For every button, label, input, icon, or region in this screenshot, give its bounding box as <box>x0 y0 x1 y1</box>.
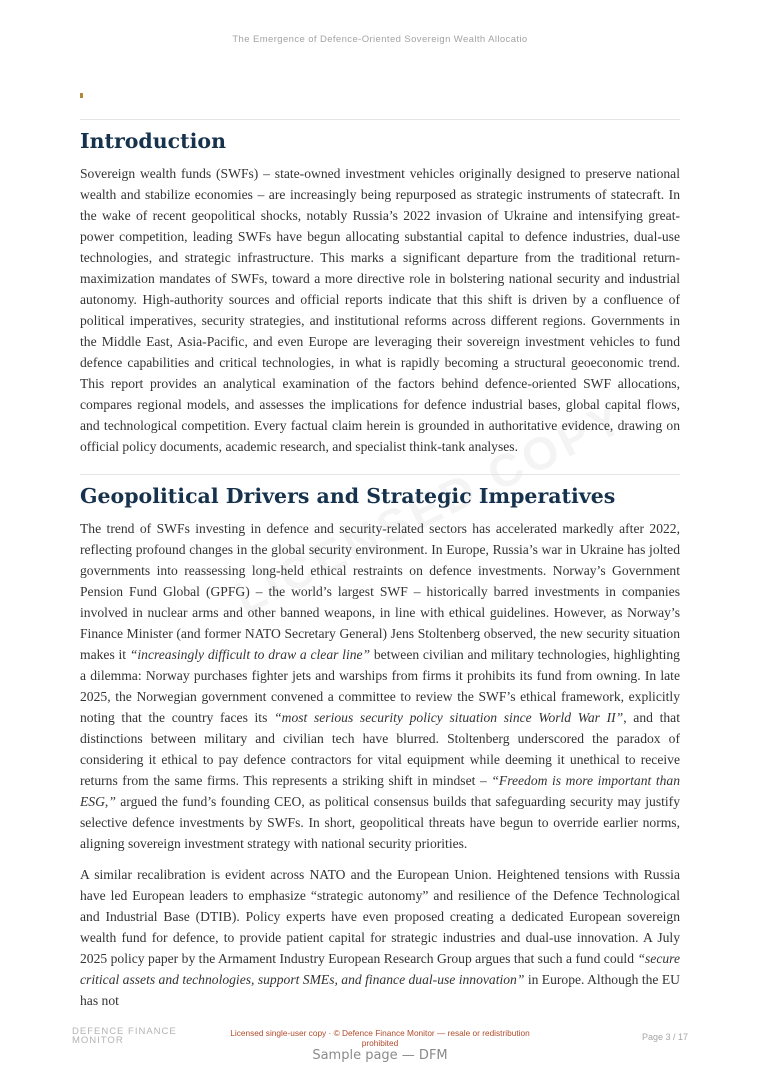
footer-brand <box>72 1027 177 1045</box>
section-introduction <box>80 128 680 457</box>
section-heading: Geopolitical Drivers and Strategic Imperatives <box>80 484 616 508</box>
text-run: The trend of SWFs investing in defence and security-related sectors has accelerated markedly after 2022, reflecting profound changes in the global security environment. In Europe, Russia’s war in Ukraine has jolted governments into reassessing long-held ethical restraints on defence investments. Norway’s Government Pension Fund Global (GPFG) – the world’s largest SWF – historically barred investments in companies involved in nuclear arms and other banned weapons, in line with ethical guidelines. However, as Norway’s Finance Minister (and former NATO Secretary General) Jens Stoltenberg observed, the new security situation makes it <box>80 521 680 662</box>
text-run: in Europe. Although the EU has not <box>80 972 680 1008</box>
text-run: Sovereign wealth funds (SWFs) – state-owned investment vehicles originally designed to preserve national wealth and stabilize economies – are increasingly being repurposed as strategic instruments of statecraft. In the wake of recent geopolitical shocks, notably Russia’s 2022 invasion of Ukraine and intensifying great-power competition, leading SWFs have begun allocating substantial capital to defence industries, dual-use technologies, and strategic infrastructure. This marks a significant departure from the traditional return-maximization mandates of SWFs, toward a more directive role in bolstering national security and industrial autonomy. High-authority sources and official reports indicate that this shift is driven by a confluence of political imperatives, security strategies, and institutional reforms across different regions. Governments in the Middle East, Asia-Pacific, and even Europe are leveraging their sovereign investment vehicles to fund defence capabilities and critical technologies, in what is rapidly becoming a structural geoeconomic trend. This report provides an analytical examination of the factors behind defence-oriented SWF allocations, compares regional models, and assesses the implications for defence industrial bases, global capital flows, and technological competition. Every factual claim herein is grounded in authoritative evidence, drawing on official policy documents, academic research, and specialist think-tank analyses. <box>80 166 680 454</box>
footer-brand-line: MONITOR <box>72 1035 124 1046</box>
body-paragraph <box>80 518 680 854</box>
body-paragraph <box>80 163 680 457</box>
license-notice: Licensed single-user copy · © Defence Finance Monitor — resale or redistribution prohibited <box>230 1028 530 1048</box>
body-paragraph <box>80 864 680 1011</box>
quote-text: “Freedom is more important than ESG,” <box>80 773 681 809</box>
text-run: between civilian and military technologies, highlighting a dilemma: Norway purchases fighter jets and warships from firms it prohibits its fund from owning. In late 2025, the Norwegian government convened a committee to review the SWF’s ethical framework, explicitly noting that the country faces its <box>80 647 680 725</box>
text-run: argued the fund’s founding CEO, as political consensus builds that safeguarding security may justify selective defence investments by SWFs. In short, geopolitical threats have begun to override earlier norms, aligning sovereign investment strategy with national security priorities. <box>80 794 680 851</box>
running-header: The Emergence of Defence-Oriented Sovereign Wealth Allocatio <box>232 34 528 45</box>
footer-brand-line: DEFENCE FINANCE <box>72 1026 177 1037</box>
page-number: Page 3 / 17 <box>641 1032 688 1042</box>
sample-caption: Sample page — DFM <box>312 1048 448 1063</box>
section-heading: Introduction <box>80 129 226 153</box>
text-run: A similar recalibration is evident across NATO and the European Union. Heightened tensions with Russia have led European leaders to emphasize “strategic autonomy” and resilience of the Defence Technological and Industrial Base (DTIB). Policy experts have even proposed creating a dedicated European sovereign wealth fund for defence, to provide patient capital for strategic industries and dual-use innovation. A July 2025 policy paper by the Armament Industry European Research Group argues that such a fund could <box>80 867 680 966</box>
quote-text: “secure critical assets and technologies, support SMEs, and finance dual-use innovation” <box>80 951 680 987</box>
section-divider <box>80 474 680 475</box>
section-divider <box>80 119 680 120</box>
quote-text: “increasingly difficult to draw a clear line” <box>129 647 371 662</box>
text-run: , and that distinctions between military and civilian tech have blurred. Stoltenberg underscored the paradox of considering it ethical to pay defence contractors for vital equipment while deeming it unethical to receive returns from the same firms. This represents a striking shift in mindset – <box>80 710 680 788</box>
section-geopolitical-drivers <box>80 483 680 1011</box>
quote-text: “most serious security policy situation since World War II” <box>274 710 624 725</box>
accent-marker <box>80 93 83 98</box>
